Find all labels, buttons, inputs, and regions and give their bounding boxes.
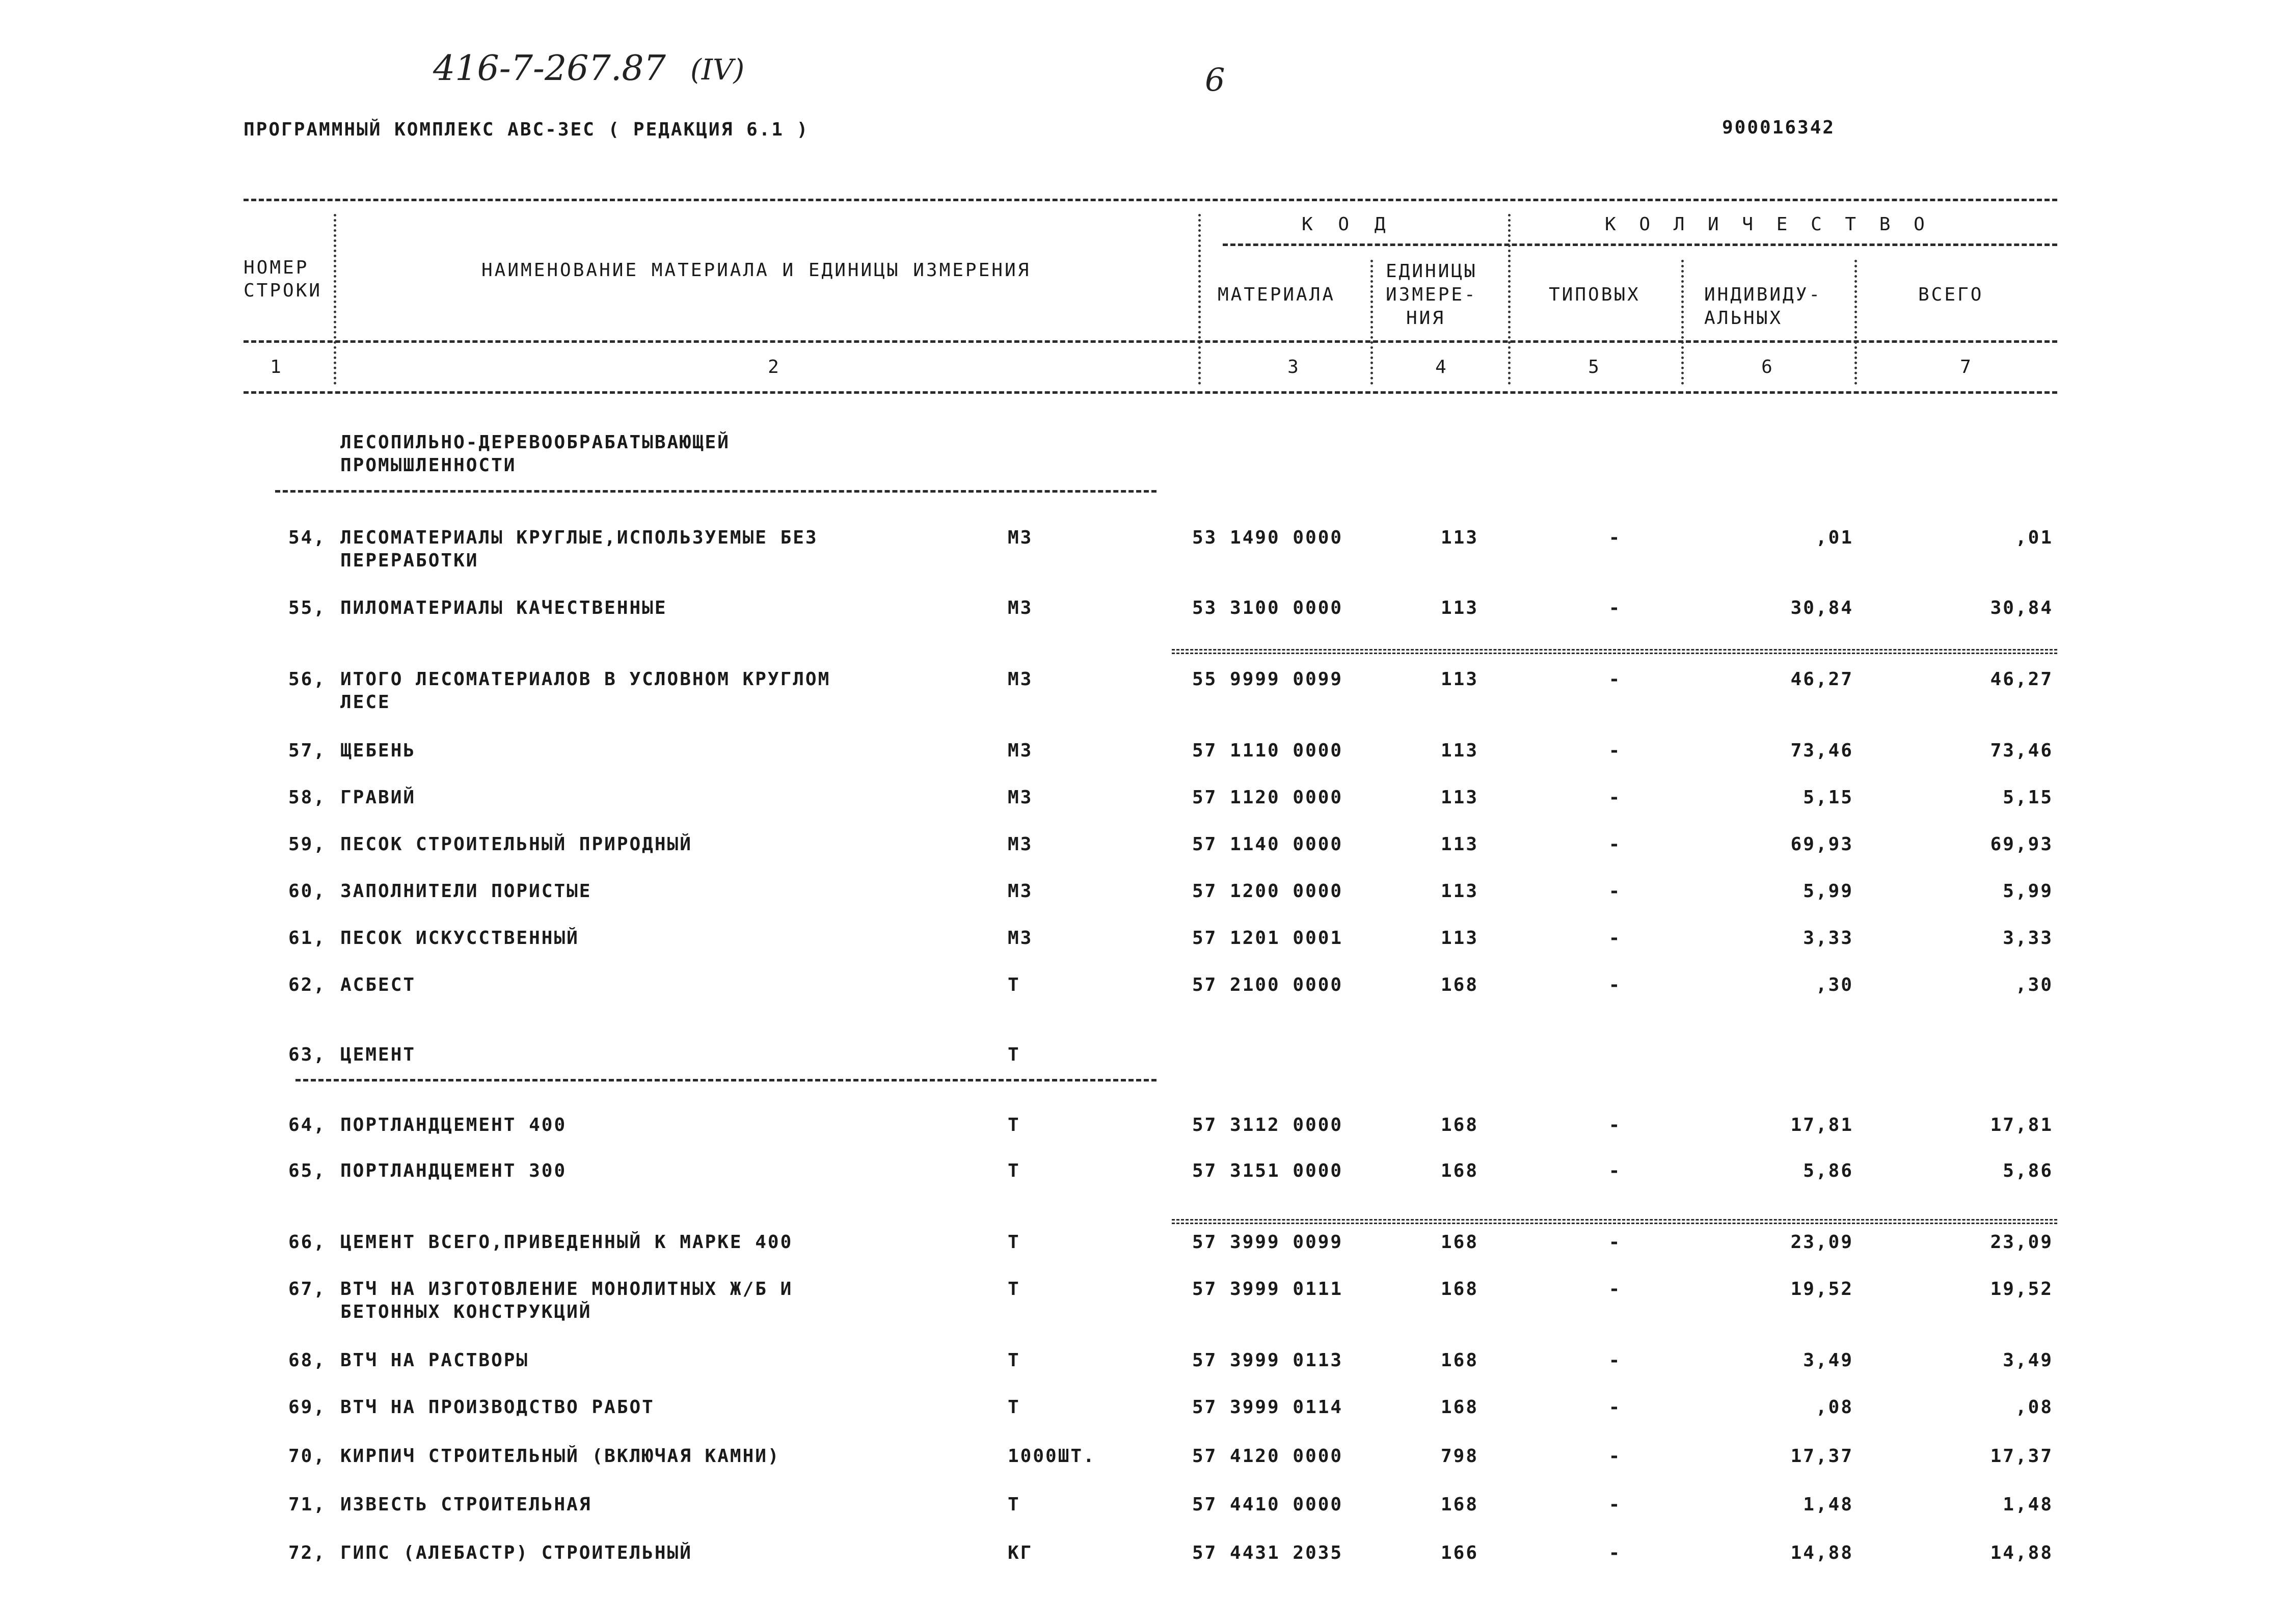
total-qty: 3,49 xyxy=(2003,1350,2053,1371)
header-col4-line1: ЕДИНИЦЫ xyxy=(1386,261,1477,282)
subtotal-rule xyxy=(1172,649,2057,654)
unit-code: 113 xyxy=(1440,598,1479,618)
individual-qty: 14,88 xyxy=(1790,1542,1853,1563)
row-number: 62, xyxy=(288,975,326,995)
unit: М3 xyxy=(1008,928,1033,949)
total-qty: ,08 xyxy=(2015,1397,2053,1418)
unit: М3 xyxy=(1008,787,1033,808)
unit: М3 xyxy=(1008,598,1033,618)
handwritten-mark: (ІV) xyxy=(690,53,745,87)
header-col-divider xyxy=(1198,214,1201,385)
unit: Т xyxy=(1008,1397,1020,1418)
material-name-cont: ПЕРЕРАБОТКИ xyxy=(340,550,479,571)
total-qty: 17,37 xyxy=(1990,1446,2053,1467)
typical-qty: - xyxy=(1608,1350,1622,1371)
unit: М3 xyxy=(1008,527,1033,548)
total-qty: 23,09 xyxy=(1990,1232,2053,1253)
material-code: 57 3999 0111 xyxy=(1192,1279,1343,1300)
program-title: ПРОГРАММНЫЙ КОМПЛЕКС АВС-3ЕС ( РЕДАКЦИЯ 6.1 ) xyxy=(244,119,810,140)
individual-qty: 17,37 xyxy=(1790,1446,1853,1467)
material-name: ВТЧ НА ИЗГОТОВЛЕНИЕ МОНОЛИТНЫХ Ж/Б И xyxy=(340,1279,793,1300)
individual-qty: 3,33 xyxy=(1803,928,1853,949)
typical-qty: - xyxy=(1608,1160,1622,1181)
material-name: АСБЕСТ xyxy=(340,975,416,995)
row-number: 63, xyxy=(288,1044,326,1065)
unit-code: 168 xyxy=(1440,1494,1479,1515)
individual-qty: 73,46 xyxy=(1790,740,1853,761)
unit: Т xyxy=(1008,1232,1020,1253)
material-name: ПЕСОК СТРОИТЕЛЬНЫЙ ПРИРОДНЫЙ xyxy=(340,834,692,855)
header-kolichestvo: К О Л И Ч Е С Т В О xyxy=(1605,214,1931,235)
material-code: 57 4431 2035 xyxy=(1192,1542,1343,1563)
individual-qty: ,30 xyxy=(1815,975,1853,995)
total-qty: 17,81 xyxy=(1990,1115,2053,1135)
header-col1-line1: НОМЕР xyxy=(244,257,309,278)
row-number: 71, xyxy=(288,1494,326,1515)
row-number: 68, xyxy=(288,1350,326,1371)
header-col-divider xyxy=(1681,260,1684,385)
cement-group-rule xyxy=(295,1079,1156,1081)
material-code: 57 1201 0001 xyxy=(1192,928,1343,949)
material-code: 57 2100 0000 xyxy=(1192,975,1343,995)
individual-qty: 19,52 xyxy=(1790,1279,1853,1300)
header-mid-rule xyxy=(244,340,2057,343)
unit-code: 113 xyxy=(1440,928,1479,949)
header-number-3: 3 xyxy=(1287,357,1301,377)
total-qty: ,30 xyxy=(2015,975,2053,995)
unit: Т xyxy=(1008,1044,1020,1065)
material-name: ГРАВИЙ xyxy=(340,787,416,808)
material-code: 57 1110 0000 xyxy=(1192,740,1343,761)
typical-qty: - xyxy=(1608,1232,1622,1253)
individual-qty: 69,93 xyxy=(1790,834,1853,855)
unit-code: 113 xyxy=(1440,834,1479,855)
material-name: ПЕСОК ИСКУССТВЕННЫЙ xyxy=(340,928,579,949)
material-name: ИЗВЕСТЬ СТРОИТЕЛЬНАЯ xyxy=(340,1494,592,1515)
total-qty: 73,46 xyxy=(1990,740,2053,761)
header-number-1: 1 xyxy=(270,357,283,377)
header-col-divider xyxy=(1508,214,1511,385)
row-number: 70, xyxy=(288,1446,326,1467)
unit: Т xyxy=(1008,1350,1020,1371)
header-col1-line2: СТРОКИ xyxy=(244,280,322,301)
unit: М3 xyxy=(1008,740,1033,761)
page-number: 6 xyxy=(1205,61,1225,98)
material-name: ВТЧ НА РАСТВОРЫ xyxy=(340,1350,529,1371)
header-col-divider xyxy=(1854,260,1857,385)
material-name: ЗАПОЛНИТЕЛИ ПОРИСТЫЕ xyxy=(340,881,592,902)
header-col6-line1: ИНДИВИДУ- xyxy=(1704,284,1822,305)
subtotal-rule xyxy=(1172,1219,2057,1224)
material-name-cont: ЛЕСЕ xyxy=(340,692,391,713)
material-name: ПИЛОМАТЕРИАЛЫ КАЧЕСТВЕННЫЕ xyxy=(340,598,667,618)
unit-code: 168 xyxy=(1440,1350,1479,1371)
unit: Т xyxy=(1008,1494,1020,1515)
total-qty: 19,52 xyxy=(1990,1279,2053,1300)
typical-qty: - xyxy=(1608,740,1622,761)
typical-qty: - xyxy=(1608,669,1622,690)
material-name: ВТЧ НА ПРОИЗВОДСТВО РАБОТ xyxy=(340,1397,655,1418)
material-name: ЛЕСОМАТЕРИАЛЫ КРУГЛЫЕ,ИСПОЛЬЗУЕМЫЕ БЕЗ xyxy=(340,527,818,548)
header-col7: ВСЕГО xyxy=(1918,284,1984,305)
material-code: 57 3999 0114 xyxy=(1192,1397,1343,1418)
individual-qty: 30,84 xyxy=(1790,598,1853,618)
header-col-divider xyxy=(1370,260,1373,385)
typical-qty: - xyxy=(1608,1446,1622,1467)
row-number: 69, xyxy=(288,1397,326,1418)
material-name: ИТОГО ЛЕСОМАТЕРИАЛОВ В УСЛОВНОМ КРУГЛОМ xyxy=(340,669,831,690)
material-code: 57 3999 0113 xyxy=(1192,1350,1343,1371)
material-name: КИРПИЧ СТРОИТЕЛЬНЫЙ (ВКЛЮЧАЯ КАМНИ) xyxy=(340,1446,781,1467)
material-code: 53 1490 0000 xyxy=(1192,527,1343,548)
unit: Т xyxy=(1008,975,1020,995)
header-col3: МАТЕРИАЛА xyxy=(1218,284,1336,305)
total-qty: 30,84 xyxy=(1990,598,2053,618)
row-number: 66, xyxy=(288,1232,326,1253)
total-qty: 14,88 xyxy=(1990,1542,2053,1563)
unit: М3 xyxy=(1008,669,1033,690)
material-code: 57 1140 0000 xyxy=(1192,834,1343,855)
section-heading-line1: ЛЕСОПИЛЬНО-ДЕРЕВООБРАБАТЫВАЮЩЕЙ xyxy=(340,432,730,453)
header-kod-rule xyxy=(1223,243,2057,246)
header-number-7: 7 xyxy=(1960,357,1973,377)
typical-qty: - xyxy=(1608,881,1622,902)
header-col4-line2: ИЗМЕРЕ- xyxy=(1386,284,1477,305)
row-number: 60, xyxy=(288,881,326,902)
material-code: 57 1120 0000 xyxy=(1192,787,1343,808)
individual-qty: 5,15 xyxy=(1803,787,1853,808)
unit: Т xyxy=(1008,1160,1020,1181)
handwritten-doc-code: 416-7-267.87 xyxy=(433,48,666,89)
individual-qty: ,08 xyxy=(1815,1397,1853,1418)
unit: Т xyxy=(1008,1279,1020,1300)
unit-code: 113 xyxy=(1440,787,1479,808)
individual-qty: 23,09 xyxy=(1790,1232,1853,1253)
header-kod: К О Д xyxy=(1302,214,1393,235)
material-code: 57 3999 0099 xyxy=(1192,1232,1343,1253)
material-code: 57 4120 0000 xyxy=(1192,1446,1343,1467)
row-number: 54, xyxy=(288,527,326,548)
unit: 1000ШТ. xyxy=(1008,1446,1096,1467)
unit: М3 xyxy=(1008,834,1033,855)
row-number: 64, xyxy=(288,1115,326,1135)
unit-code: 166 xyxy=(1440,1542,1479,1563)
total-qty: 5,86 xyxy=(2003,1160,2053,1181)
individual-qty: 3,49 xyxy=(1803,1350,1853,1371)
row-number: 67, xyxy=(288,1279,326,1300)
material-group-name: ЦЕМЕНТ xyxy=(340,1044,416,1065)
individual-qty: 5,86 xyxy=(1803,1160,1853,1181)
typical-qty: - xyxy=(1608,975,1622,995)
unit-code: 168 xyxy=(1440,1115,1479,1135)
unit-code: 168 xyxy=(1440,1397,1479,1418)
header-col4-line3: НИЯ xyxy=(1406,308,1446,329)
typical-qty: - xyxy=(1608,928,1622,949)
material-name-cont: БЕТОННЫХ КОНСТРУКЦИЙ xyxy=(340,1302,592,1322)
row-number: 55, xyxy=(288,598,326,618)
total-qty: 3,33 xyxy=(2003,928,2053,949)
row-number: 65, xyxy=(288,1160,326,1181)
typical-qty: - xyxy=(1608,527,1622,548)
material-name: ЦЕМЕНТ ВСЕГО,ПРИВЕДЕННЫЙ К МАРКЕ 400 xyxy=(340,1232,793,1253)
header-top-rule xyxy=(244,199,2057,201)
individual-qty: ,01 xyxy=(1815,527,1853,548)
unit-code: 798 xyxy=(1440,1446,1479,1467)
unit-code: 168 xyxy=(1440,975,1479,995)
row-number: 56, xyxy=(288,669,326,690)
row-number: 57, xyxy=(288,740,326,761)
material-code: 57 3151 0000 xyxy=(1192,1160,1343,1181)
unit-code: 113 xyxy=(1440,669,1479,690)
individual-qty: 17,81 xyxy=(1790,1115,1853,1135)
total-qty: 1,48 xyxy=(2003,1494,2053,1515)
material-code: 57 4410 0000 xyxy=(1192,1494,1343,1515)
header-col-divider xyxy=(334,214,336,385)
unit: КГ xyxy=(1008,1542,1033,1563)
total-qty: 46,27 xyxy=(1990,669,2053,690)
header-col2: НАИМЕНОВАНИЕ МАТЕРИАЛА И ЕДИНИЦЫ ИЗМЕРЕНИЯ xyxy=(481,260,1031,281)
total-qty: 5,99 xyxy=(2003,881,2053,902)
header-col5: ТИПОВЫХ xyxy=(1549,284,1640,305)
header-number-4: 4 xyxy=(1435,357,1448,377)
material-name: ЩЕБЕНЬ xyxy=(340,740,416,761)
row-number: 58, xyxy=(288,787,326,808)
typical-qty: - xyxy=(1608,1279,1622,1300)
header-col6-line2: АЛЬНЫХ xyxy=(1704,308,1783,329)
unit-code: 168 xyxy=(1440,1232,1479,1253)
unit-code: 113 xyxy=(1440,527,1479,548)
total-qty: 5,15 xyxy=(2003,787,2053,808)
row-number: 61, xyxy=(288,928,326,949)
doc-number: 900016342 xyxy=(1722,117,1836,138)
total-qty: 69,93 xyxy=(1990,834,2053,855)
material-code: 57 1200 0000 xyxy=(1192,881,1343,902)
material-code: 55 9999 0099 xyxy=(1192,669,1343,690)
row-number: 59, xyxy=(288,834,326,855)
section-rule xyxy=(275,490,1156,493)
material-code: 53 3100 0000 xyxy=(1192,598,1343,618)
unit-code: 113 xyxy=(1440,881,1479,902)
unit: Т xyxy=(1008,1115,1020,1135)
material-name: ГИПС (АЛЕБАСТР) СТРОИТЕЛЬНЫЙ xyxy=(340,1542,692,1563)
typical-qty: - xyxy=(1608,1494,1622,1515)
header-number-2: 2 xyxy=(768,357,781,377)
typical-qty: - xyxy=(1608,787,1622,808)
typical-qty: - xyxy=(1608,1542,1622,1563)
unit-code: 113 xyxy=(1440,740,1479,761)
individual-qty: 46,27 xyxy=(1790,669,1853,690)
typical-qty: - xyxy=(1608,598,1622,618)
unit: М3 xyxy=(1008,881,1033,902)
typical-qty: - xyxy=(1608,1115,1622,1135)
material-code: 57 3112 0000 xyxy=(1192,1115,1343,1135)
material-name: ПОРТЛАНДЦЕМЕНТ 300 xyxy=(340,1160,567,1181)
unit-code: 168 xyxy=(1440,1279,1479,1300)
section-heading-line2: ПРОМЫШЛЕННОСТИ xyxy=(340,455,517,476)
individual-qty: 1,48 xyxy=(1803,1494,1853,1515)
typical-qty: - xyxy=(1608,834,1622,855)
unit-code: 168 xyxy=(1440,1160,1479,1181)
header-number-5: 5 xyxy=(1588,357,1601,377)
header-bottom-rule xyxy=(244,391,2057,394)
individual-qty: 5,99 xyxy=(1803,881,1853,902)
material-name: ПОРТЛАНДЦЕМЕНТ 400 xyxy=(340,1115,567,1135)
total-qty: ,01 xyxy=(2015,527,2053,548)
header-number-6: 6 xyxy=(1761,357,1774,377)
row-number: 72, xyxy=(288,1542,326,1563)
typical-qty: - xyxy=(1608,1397,1622,1418)
